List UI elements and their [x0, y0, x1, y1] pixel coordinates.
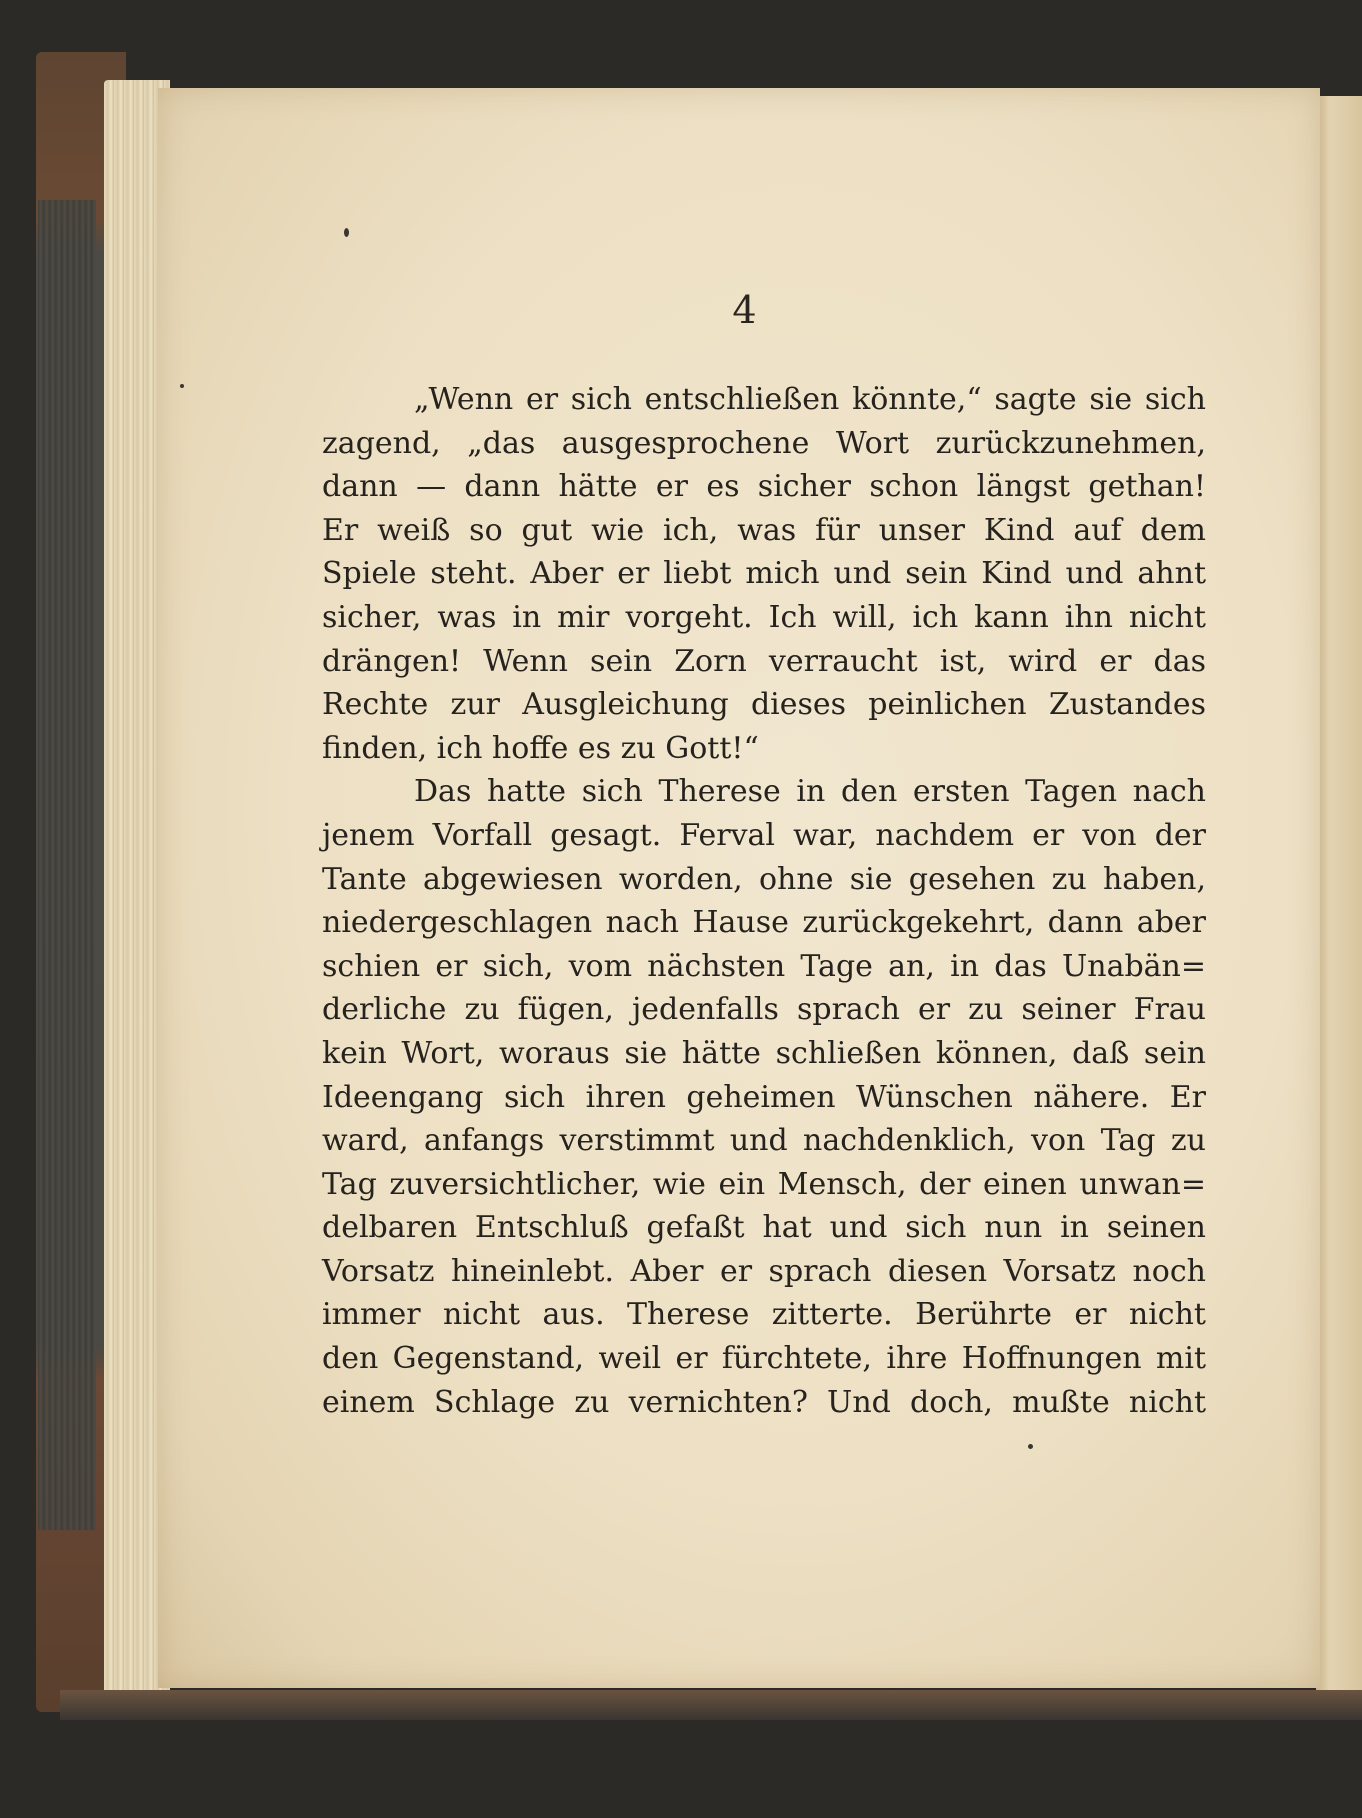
text-line: kein Wort, woraus sie hätte schließen können, daß sein: [322, 1035, 1206, 1071]
text-line: Vorsatz hineinlebt. Aber er sprach diesen Vorsatz noch: [322, 1253, 1206, 1289]
text-line: Spiele steht. Aber er liebt mich und sein Kind und ahnt: [322, 556, 1206, 592]
text-line: drängen! Wenn sein Zorn verraucht ist, wird er das: [322, 643, 1206, 679]
book-bottom-edge: [60, 1690, 1362, 1720]
text-line: Er weiß so gut wie ich, was für unser Kind auf dem: [322, 512, 1206, 548]
text-line: delbaren Entschluß gefaßt hat und sich nun in seinen: [322, 1210, 1206, 1246]
ink-speck: [180, 384, 184, 388]
text-line: immer nicht aus. Therese zitterte. Berührte er nicht: [322, 1297, 1206, 1333]
text-line: „Wenn er sich entschließen könnte,“ sagte sie sich: [414, 382, 1206, 417]
text-line: jenem Vorfall gesagt. Ferval war, nachdem er von der: [322, 817, 1206, 853]
text-line: Ideengang sich ihren geheimen Wünschen nähere. Er: [322, 1079, 1206, 1115]
text-line: den Gegenstand, weil er fürchtete, ihre Hoffnungen mit: [322, 1341, 1206, 1377]
page-number: 4: [732, 288, 758, 332]
text-line: schien er sich, vom nächsten Tage an, in das Unabän=: [322, 948, 1206, 984]
text-line: Tag zuversichtlicher, wie ein Mensch, der einen unwan=: [322, 1166, 1206, 1202]
text-line: zagend, „das ausgesprochene Wort zurückzunehmen,: [322, 425, 1206, 461]
text-line: niedergeschlagen nach Hause zurückgekehrt, dann aber: [322, 905, 1206, 941]
cover-cloth-texture: [38, 200, 96, 1530]
facing-page-edge: [1316, 96, 1362, 1696]
ink-speck: [344, 228, 349, 237]
text-line: dann — dann hätte er es sicher schon längst gethan!: [322, 469, 1206, 505]
text-line: Tante abgewiesen worden, ohne sie gesehen zu haben,: [322, 861, 1206, 897]
text-line: sicher, was in mir vorgeht. Ich will, ich kann ihn nicht: [322, 599, 1206, 635]
text-line: Rechte zur Ausgleichung dieses peinlichen Zustandes: [322, 687, 1206, 723]
text-line: derliche zu fügen, jedenfalls sprach er zu seiner Frau: [322, 992, 1206, 1028]
body-text: [322, 378, 1206, 1424]
text-line: ward, anfangs verstimmt und nachdenklich, von Tag zu: [322, 1123, 1206, 1159]
text-line: finden, ich hoffe es zu Gott!“: [322, 730, 759, 766]
ink-speck: [1028, 1444, 1033, 1449]
text-line: Das hatte sich Therese in den ersten Tagen nach: [414, 774, 1206, 810]
text-line: einem Schlage zu vernichten? Und doch, mußte nicht: [322, 1384, 1206, 1420]
